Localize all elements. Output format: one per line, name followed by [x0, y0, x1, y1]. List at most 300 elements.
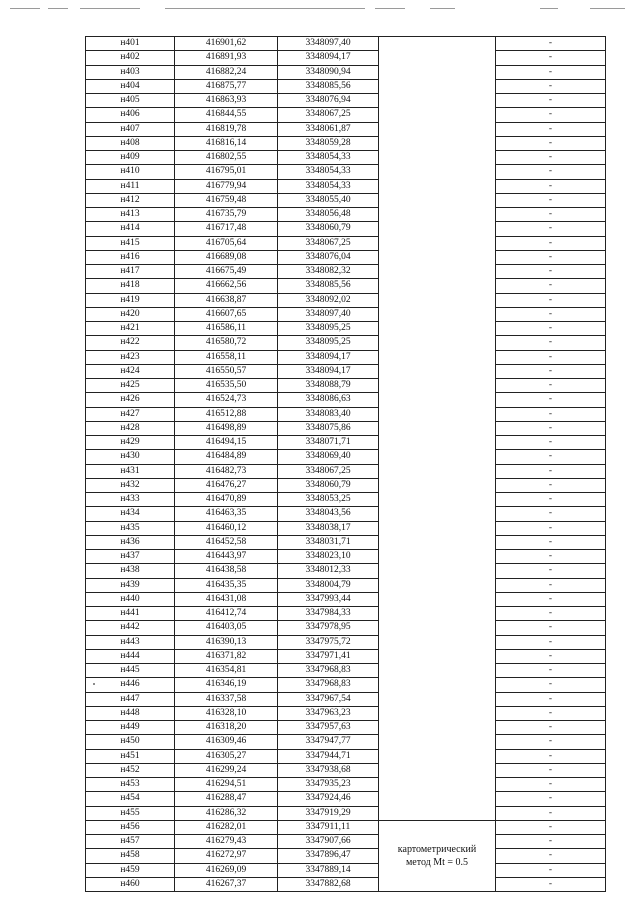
y-coordinate-cell: 3348075,86 — [278, 421, 379, 435]
dash-cell: - — [496, 507, 606, 521]
point-id-cell: н448 — [86, 706, 175, 720]
table-row — [86, 678, 606, 692]
dash-cell: - — [496, 193, 606, 207]
x-coordinate-cell: 416891,93 — [175, 51, 278, 65]
dash-cell: - — [496, 478, 606, 492]
y-coordinate-cell: 3347938,68 — [278, 763, 379, 777]
point-id-cell: н425 — [86, 379, 175, 393]
dash-cell: - — [496, 692, 606, 706]
x-coordinate-cell: 416662,56 — [175, 279, 278, 293]
table-row — [86, 635, 606, 649]
point-id-cell: н401 — [86, 37, 175, 51]
x-coordinate-cell: 416779,94 — [175, 179, 278, 193]
table-row — [86, 165, 606, 179]
dash-cell: - — [496, 151, 606, 165]
point-id-cell: н442 — [86, 621, 175, 635]
table-row — [86, 706, 606, 720]
point-id-cell: н416 — [86, 250, 175, 264]
x-coordinate-cell: 416550,57 — [175, 364, 278, 378]
y-coordinate-cell: 3348061,87 — [278, 122, 379, 136]
x-coordinate-cell: 416435,35 — [175, 578, 278, 592]
table-row — [86, 592, 606, 606]
dash-cell: - — [496, 849, 606, 863]
point-id-cell: н446 — [86, 678, 175, 692]
x-coordinate-cell: 416470,89 — [175, 493, 278, 507]
table-row — [86, 307, 606, 321]
point-id-cell: н455 — [86, 806, 175, 820]
table-row — [86, 322, 606, 336]
table-row — [86, 863, 606, 877]
x-coordinate-cell: 416337,58 — [175, 692, 278, 706]
table-row — [86, 692, 606, 706]
point-id-cell: н440 — [86, 592, 175, 606]
y-coordinate-cell: 3348097,40 — [278, 307, 379, 321]
table-row — [86, 778, 606, 792]
dash-cell: - — [496, 535, 606, 549]
x-coordinate-cell: 416863,93 — [175, 94, 278, 108]
x-coordinate-cell: 416318,20 — [175, 721, 278, 735]
x-coordinate-cell: 416735,79 — [175, 208, 278, 222]
point-id-cell: н422 — [86, 336, 175, 350]
point-id-cell: н441 — [86, 607, 175, 621]
point-id-cell: н409 — [86, 151, 175, 165]
table-row — [86, 493, 606, 507]
y-coordinate-cell: 3347896,47 — [278, 849, 379, 863]
y-coordinate-cell: 3347975,72 — [278, 635, 379, 649]
table-row — [86, 464, 606, 478]
table-row — [86, 436, 606, 450]
x-coordinate-cell: 416328,10 — [175, 706, 278, 720]
table-row — [86, 507, 606, 521]
x-coordinate-cell: 416282,01 — [175, 820, 278, 834]
y-coordinate-cell: 3348067,25 — [278, 108, 379, 122]
dash-cell: - — [496, 79, 606, 93]
dash-cell: - — [496, 108, 606, 122]
table-row — [86, 222, 606, 236]
table-row — [86, 336, 606, 350]
point-id-cell: н459 — [86, 863, 175, 877]
point-id-cell: н443 — [86, 635, 175, 649]
dash-cell: - — [496, 393, 606, 407]
y-coordinate-cell: 3348012,33 — [278, 564, 379, 578]
y-coordinate-cell: 3348060,79 — [278, 222, 379, 236]
point-id-cell: н452 — [86, 763, 175, 777]
point-id-cell: н407 — [86, 122, 175, 136]
table-row — [86, 578, 606, 592]
dash-cell: - — [496, 820, 606, 834]
coordinates-table — [85, 36, 606, 892]
dash-cell: - — [496, 450, 606, 464]
y-coordinate-cell: 3348053,25 — [278, 493, 379, 507]
x-coordinate-cell: 416882,24 — [175, 65, 278, 79]
dash-cell: - — [496, 350, 606, 364]
table-row — [86, 122, 606, 136]
x-coordinate-cell: 416431,08 — [175, 592, 278, 606]
table-row — [86, 820, 606, 834]
point-id-cell: н439 — [86, 578, 175, 592]
y-coordinate-cell: 3348086,63 — [278, 393, 379, 407]
x-coordinate-cell: 416689,08 — [175, 250, 278, 264]
method-note-line2: метод Mt = 0.5 — [405, 856, 469, 868]
dash-cell: - — [496, 678, 606, 692]
dash-cell: - — [496, 493, 606, 507]
table-row — [86, 179, 606, 193]
point-id-cell: н413 — [86, 208, 175, 222]
table-row — [86, 108, 606, 122]
table-row — [86, 763, 606, 777]
y-coordinate-cell: 3348054,33 — [278, 151, 379, 165]
dash-cell: - — [496, 621, 606, 635]
y-coordinate-cell: 3347947,77 — [278, 735, 379, 749]
table-row — [86, 236, 606, 250]
table-row — [86, 478, 606, 492]
x-coordinate-cell: 416512,88 — [175, 407, 278, 421]
x-coordinate-cell: 416484,89 — [175, 450, 278, 464]
point-id-cell: н423 — [86, 350, 175, 364]
x-coordinate-cell: 416802,55 — [175, 151, 278, 165]
x-coordinate-cell: 416675,49 — [175, 265, 278, 279]
y-coordinate-cell: 3348076,04 — [278, 250, 379, 264]
y-coordinate-cell: 3348059,28 — [278, 136, 379, 150]
x-coordinate-cell: 416586,11 — [175, 322, 278, 336]
x-coordinate-cell: 416558,11 — [175, 350, 278, 364]
point-id-cell: н457 — [86, 835, 175, 849]
point-id-cell: н420 — [86, 307, 175, 321]
y-coordinate-cell: 3348076,94 — [278, 94, 379, 108]
y-coordinate-cell: 3348054,33 — [278, 165, 379, 179]
y-coordinate-cell: 3348085,56 — [278, 79, 379, 93]
dash-cell: - — [496, 635, 606, 649]
y-coordinate-cell: 3348083,40 — [278, 407, 379, 421]
x-coordinate-cell: 416717,48 — [175, 222, 278, 236]
dash-cell: - — [496, 222, 606, 236]
point-id-cell: н402 — [86, 51, 175, 65]
dash-cell: - — [496, 835, 606, 849]
x-coordinate-cell: 416305,27 — [175, 749, 278, 763]
y-coordinate-cell: 3348043,56 — [278, 507, 379, 521]
y-coordinate-cell: 3347967,54 — [278, 692, 379, 706]
point-id-cell: н458 — [86, 849, 175, 863]
dash-cell: - — [496, 51, 606, 65]
y-coordinate-cell: 3347968,83 — [278, 664, 379, 678]
dash-cell: - — [496, 436, 606, 450]
table-row — [86, 364, 606, 378]
dash-cell: - — [496, 122, 606, 136]
point-id-cell: н426 — [86, 393, 175, 407]
x-coordinate-cell: 416482,73 — [175, 464, 278, 478]
dash-cell: - — [496, 649, 606, 663]
y-coordinate-cell: 3347971,41 — [278, 649, 379, 663]
x-coordinate-cell: 416494,15 — [175, 436, 278, 450]
point-id-cell: н412 — [86, 193, 175, 207]
x-coordinate-cell: 416438,58 — [175, 564, 278, 578]
point-id-cell: н424 — [86, 364, 175, 378]
x-coordinate-cell: 416267,37 — [175, 877, 278, 891]
table-row — [86, 792, 606, 806]
y-coordinate-cell: 3348067,25 — [278, 236, 379, 250]
table-row — [86, 94, 606, 108]
x-coordinate-cell: 416354,81 — [175, 664, 278, 678]
dash-cell: - — [496, 721, 606, 735]
x-coordinate-cell: 416279,43 — [175, 835, 278, 849]
table-row — [86, 136, 606, 150]
point-id-cell: н403 — [86, 65, 175, 79]
point-id-cell: н451 — [86, 749, 175, 763]
y-coordinate-cell: 3347907,66 — [278, 835, 379, 849]
x-coordinate-cell: 416759,48 — [175, 193, 278, 207]
x-coordinate-cell: 416390,13 — [175, 635, 278, 649]
table-row — [86, 735, 606, 749]
dash-cell: - — [496, 877, 606, 891]
dash-cell: - — [496, 607, 606, 621]
point-id-cell: н430 — [86, 450, 175, 464]
table-row — [86, 421, 606, 435]
y-coordinate-cell: 3348004,79 — [278, 578, 379, 592]
table-row — [86, 279, 606, 293]
table-row — [86, 621, 606, 635]
dash-cell: - — [496, 208, 606, 222]
dash-cell: - — [496, 421, 606, 435]
scan-artifact-strip — [0, 6, 640, 12]
dash-cell: - — [496, 763, 606, 777]
dash-cell: - — [496, 706, 606, 720]
x-coordinate-cell: 416795,01 — [175, 165, 278, 179]
table-row — [86, 607, 606, 621]
y-coordinate-cell: 3348067,25 — [278, 464, 379, 478]
y-coordinate-cell: 3348056,48 — [278, 208, 379, 222]
point-id-cell: н428 — [86, 421, 175, 435]
dash-cell: - — [496, 379, 606, 393]
dash-cell: - — [496, 236, 606, 250]
x-coordinate-cell: 416272,97 — [175, 849, 278, 863]
x-coordinate-cell: 416819,78 — [175, 122, 278, 136]
y-coordinate-cell: 3348023,10 — [278, 550, 379, 564]
table-row — [86, 65, 606, 79]
dash-cell: - — [496, 37, 606, 51]
y-coordinate-cell: 3348060,79 — [278, 478, 379, 492]
y-coordinate-cell: 3347957,63 — [278, 721, 379, 735]
table-row — [86, 265, 606, 279]
x-coordinate-cell: 416638,87 — [175, 293, 278, 307]
x-coordinate-cell: 416452,58 — [175, 535, 278, 549]
table-row — [86, 649, 606, 663]
y-coordinate-cell: 3348092,02 — [278, 293, 379, 307]
table-row — [86, 535, 606, 549]
dash-cell: - — [496, 279, 606, 293]
table-row — [86, 350, 606, 364]
table-row — [86, 564, 606, 578]
y-coordinate-cell: 3348085,56 — [278, 279, 379, 293]
table-row — [86, 664, 606, 678]
method-note-empty-cell — [379, 37, 496, 821]
x-coordinate-cell: 416460,12 — [175, 521, 278, 535]
dash-cell: - — [496, 65, 606, 79]
dash-cell: - — [496, 307, 606, 321]
dash-cell: - — [496, 521, 606, 535]
point-id-cell: н450 — [86, 735, 175, 749]
y-coordinate-cell: 3348090,94 — [278, 65, 379, 79]
x-coordinate-cell: 416443,97 — [175, 550, 278, 564]
y-coordinate-cell: 3348095,25 — [278, 322, 379, 336]
y-coordinate-cell: 3348097,40 — [278, 37, 379, 51]
point-id-cell: н456 — [86, 820, 175, 834]
y-coordinate-cell: 3347911,11 — [278, 820, 379, 834]
dash-cell: - — [496, 136, 606, 150]
dash-cell: - — [496, 578, 606, 592]
table-row — [86, 835, 606, 849]
dash-cell: - — [496, 293, 606, 307]
dash-cell: - — [496, 664, 606, 678]
point-id-cell: н410 — [86, 165, 175, 179]
x-coordinate-cell: 416607,65 — [175, 307, 278, 321]
y-coordinate-cell: 3347882,68 — [278, 877, 379, 891]
point-id-cell: н444 — [86, 649, 175, 663]
dash-cell: - — [496, 265, 606, 279]
table-row — [86, 37, 606, 51]
point-id-cell: н429 — [86, 436, 175, 450]
point-id-cell: н418 — [86, 279, 175, 293]
dash-cell: - — [496, 322, 606, 336]
point-id-cell: н421 — [86, 322, 175, 336]
x-coordinate-cell: 416412,74 — [175, 607, 278, 621]
y-coordinate-cell: 3347924,46 — [278, 792, 379, 806]
table-row — [86, 749, 606, 763]
dash-cell: - — [496, 778, 606, 792]
method-note-line1: картометрический — [397, 843, 477, 855]
y-coordinate-cell: 3347968,83 — [278, 678, 379, 692]
point-id-cell: н436 — [86, 535, 175, 549]
y-coordinate-cell: 3347978,95 — [278, 621, 379, 635]
table-row — [86, 521, 606, 535]
dash-cell: - — [496, 564, 606, 578]
x-coordinate-cell: 416286,32 — [175, 806, 278, 820]
y-coordinate-cell: 3348054,33 — [278, 179, 379, 193]
table-row — [86, 849, 606, 863]
y-coordinate-cell: 3348055,40 — [278, 193, 379, 207]
table-row — [86, 450, 606, 464]
point-id-cell: н445 — [86, 664, 175, 678]
dash-cell: - — [496, 592, 606, 606]
x-coordinate-cell: 416580,72 — [175, 336, 278, 350]
point-id-cell: н405 — [86, 94, 175, 108]
point-id-cell: н454 — [86, 792, 175, 806]
y-coordinate-cell: 3348095,25 — [278, 336, 379, 350]
table-row — [86, 721, 606, 735]
point-id-cell: н434 — [86, 507, 175, 521]
x-coordinate-cell: 416498,89 — [175, 421, 278, 435]
x-coordinate-cell: 416705,64 — [175, 236, 278, 250]
x-coordinate-cell: 416346,19 — [175, 678, 278, 692]
y-coordinate-cell: 3348071,71 — [278, 436, 379, 450]
dash-cell: - — [496, 863, 606, 877]
x-coordinate-cell: 416269,09 — [175, 863, 278, 877]
x-coordinate-cell: 416535,50 — [175, 379, 278, 393]
point-id-cell: н417 — [86, 265, 175, 279]
y-coordinate-cell: 3348094,17 — [278, 364, 379, 378]
table-row — [86, 379, 606, 393]
x-coordinate-cell: 416901,62 — [175, 37, 278, 51]
dash-cell: - — [496, 94, 606, 108]
point-id-cell: н404 — [86, 79, 175, 93]
point-id-cell: н419 — [86, 293, 175, 307]
x-coordinate-cell: 416476,27 — [175, 478, 278, 492]
y-coordinate-cell: 3348094,17 — [278, 51, 379, 65]
table-row — [86, 51, 606, 65]
table-row — [86, 193, 606, 207]
dash-cell: - — [496, 749, 606, 763]
table-row — [86, 250, 606, 264]
dash-cell: - — [496, 735, 606, 749]
y-coordinate-cell: 3347944,71 — [278, 749, 379, 763]
x-coordinate-cell: 416816,14 — [175, 136, 278, 150]
point-id-cell: н411 — [86, 179, 175, 193]
y-coordinate-cell: 3347984,33 — [278, 607, 379, 621]
point-id-cell: н432 — [86, 478, 175, 492]
dash-cell: - — [496, 407, 606, 421]
x-coordinate-cell: 416299,24 — [175, 763, 278, 777]
y-coordinate-cell: 3348031,71 — [278, 535, 379, 549]
y-coordinate-cell: 3348082,32 — [278, 265, 379, 279]
point-id-cell: н453 — [86, 778, 175, 792]
y-coordinate-cell: 3348069,40 — [278, 450, 379, 464]
point-id-cell: н435 — [86, 521, 175, 535]
x-coordinate-cell: 416288,47 — [175, 792, 278, 806]
dash-cell: - — [496, 550, 606, 564]
dash-cell: - — [496, 806, 606, 820]
point-id-cell: н438 — [86, 564, 175, 578]
dash-cell: - — [496, 464, 606, 478]
table-row — [86, 393, 606, 407]
dash-cell: - — [496, 179, 606, 193]
x-coordinate-cell: 416371,82 — [175, 649, 278, 663]
y-coordinate-cell: 3348094,17 — [278, 350, 379, 364]
y-coordinate-cell: 3347963,23 — [278, 706, 379, 720]
table-row — [86, 151, 606, 165]
x-coordinate-cell: 416524,73 — [175, 393, 278, 407]
x-coordinate-cell: 416403,05 — [175, 621, 278, 635]
point-id-cell: н460 — [86, 877, 175, 891]
point-id-cell: н415 — [86, 236, 175, 250]
y-coordinate-cell: 3348038,17 — [278, 521, 379, 535]
y-coordinate-cell: 3347993,44 — [278, 592, 379, 606]
y-coordinate-cell: 3348088,79 — [278, 379, 379, 393]
table-row — [86, 407, 606, 421]
table-row — [86, 806, 606, 820]
scan-speck — [93, 683, 95, 685]
dash-cell: - — [496, 792, 606, 806]
table-row — [86, 550, 606, 564]
point-id-cell: н414 — [86, 222, 175, 236]
x-coordinate-cell: 416844,55 — [175, 108, 278, 122]
table-row — [86, 79, 606, 93]
table-row — [86, 877, 606, 891]
point-id-cell: н431 — [86, 464, 175, 478]
x-coordinate-cell: 416294,51 — [175, 778, 278, 792]
point-id-cell: н447 — [86, 692, 175, 706]
x-coordinate-cell: 416309,46 — [175, 735, 278, 749]
y-coordinate-cell: 3347919,29 — [278, 806, 379, 820]
table-row — [86, 293, 606, 307]
table-row — [86, 208, 606, 222]
point-id-cell: н406 — [86, 108, 175, 122]
point-id-cell: н433 — [86, 493, 175, 507]
dash-cell: - — [496, 336, 606, 350]
dash-cell: - — [496, 165, 606, 179]
dash-cell: - — [496, 250, 606, 264]
x-coordinate-cell: 416875,77 — [175, 79, 278, 93]
point-id-cell: н408 — [86, 136, 175, 150]
y-coordinate-cell: 3347889,14 — [278, 863, 379, 877]
